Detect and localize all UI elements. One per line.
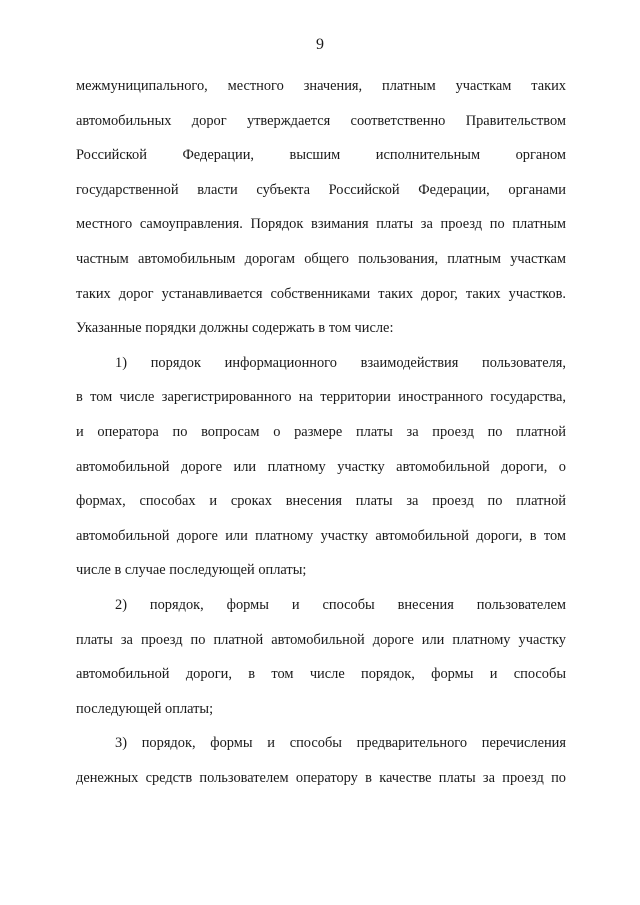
page-number: 9 xyxy=(316,36,324,53)
text-line: последующей оплаты; xyxy=(76,700,214,717)
text-line: автомобильной дороги, в том числе порядок, формы и способы xyxy=(76,666,566,683)
document-body xyxy=(76,69,566,795)
text-line: формах, способах и сроках внесения платы за проезд по платной xyxy=(76,493,566,510)
text-line: межмуниципального, местного значения, платным участкам таких xyxy=(76,78,566,94)
text-line: автомобильных дорог утверждается соответственно Правительством xyxy=(76,112,566,129)
text-line: платы за проезд по платной автомобильной дороге или платному участку xyxy=(76,631,566,648)
text-line: 2) порядок, формы и способы внесения пользователем xyxy=(115,596,566,613)
text-line: и оператора по вопросам о размере платы за проезд по платной xyxy=(76,423,566,440)
text-line: денежных средств пользователем оператору в качестве платы за проезд по xyxy=(76,769,566,786)
text-line: 3) порядок, формы и способы предварительного перечисления xyxy=(115,735,566,752)
text-line: автомобильной дороге или платному участку автомобильной дороги, в том xyxy=(76,527,566,544)
text-line: государственной власти субъекта Российской Федерации, органами xyxy=(76,181,566,198)
text-line: частным автомобильным дорогам общего пользования, платным участкам xyxy=(76,250,566,267)
text-line: автомобильной дороге или платному участку автомобильной дороги, о xyxy=(76,458,566,475)
text-line: Российской Федерации, высшим исполнительным органом xyxy=(76,147,566,164)
text-line: таких дорог устанавливается собственниками таких дорог, таких участков. xyxy=(76,285,566,302)
text-line: числе в случае последующей оплаты; xyxy=(76,562,307,579)
text-line: 1) порядок информационного взаимодействия пользователя, xyxy=(115,354,566,371)
text-line: Указанные порядки должны содержать в том числе: xyxy=(76,320,394,337)
text-line: в том числе зарегистрированного на территории иностранного государства, xyxy=(76,389,566,406)
text-line: местного самоуправления. Порядок взимания платы за проезд по платным xyxy=(76,216,566,233)
